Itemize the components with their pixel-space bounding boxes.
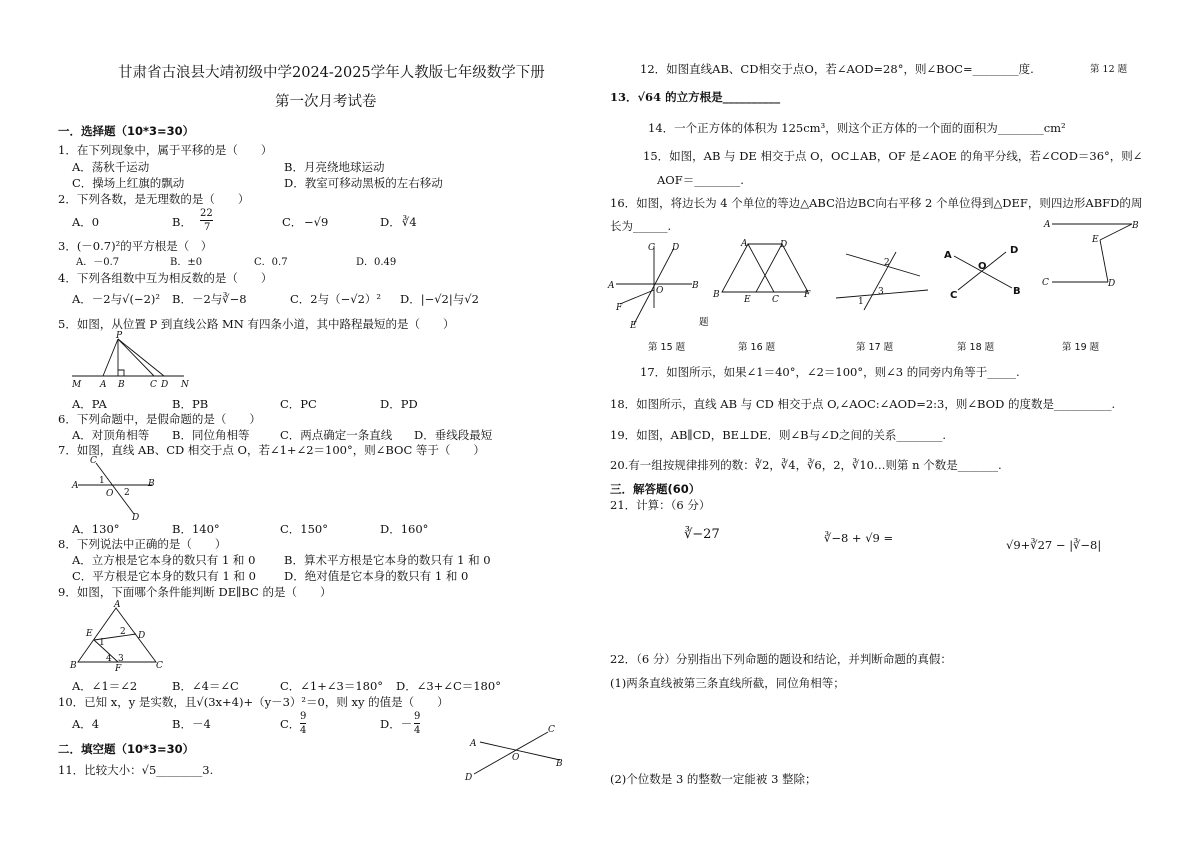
q10-option-d-label: D．－ — [380, 717, 413, 731]
q10-option-c-label: C． — [280, 717, 301, 731]
q8-option-c: C．平方根是它本身的数只有 1 和 0 — [72, 569, 256, 583]
q9-option-d: D．∠3+∠C＝180° — [396, 679, 501, 693]
svg-text:A: A — [100, 380, 107, 390]
svg-text:1: 1 — [99, 638, 105, 648]
q15-text-line2: AOF＝________. — [657, 173, 744, 187]
q9-triangle-figure — [68, 600, 168, 672]
q22-item-2: (2)个位数是 3 的整数一定能被 3 整除； — [610, 772, 817, 786]
svg-text:D: D — [138, 631, 146, 641]
svg-text:C: C — [156, 661, 163, 671]
svg-text:D: D — [1108, 279, 1116, 289]
q12-lines-figure — [462, 722, 572, 784]
fig15-caption-extra: 题 — [699, 317, 709, 328]
svg-text:B: B — [1132, 221, 1139, 231]
svg-text:C: C — [548, 725, 555, 735]
q1-option-c: C．操场上红旗的飘动 — [72, 176, 185, 190]
fig17-caption: 第 17 题 — [856, 342, 894, 353]
q5-option-c: C．PC — [280, 397, 317, 411]
svg-text:B: B — [692, 281, 699, 291]
svg-text:F: F — [115, 664, 122, 674]
q8-option-a: A．立方根是它本身的数只有 1 和 0 — [72, 553, 256, 567]
q9-stem: 9．如图，下面哪个条件能判断 DE∥BC 的是（ ） — [58, 585, 332, 599]
svg-text:B: B — [70, 661, 77, 671]
q1-option-a: A．荡秋千运动 — [72, 160, 150, 174]
svg-text:1: 1 — [99, 476, 105, 486]
q4-option-a: A．－2与√(−2)² — [72, 292, 160, 306]
q2-option-b-numerator: 22 — [200, 208, 213, 219]
fig15-caption: 第 15 题 — [648, 342, 686, 353]
svg-text:D: D — [465, 773, 473, 783]
section3-heading: 三．解答题(60） — [610, 482, 701, 496]
q21-expression-2: ∛−8 + √9 = — [824, 531, 894, 545]
svg-text:E: E — [630, 321, 637, 331]
q8-stem: 8．下列说法中正确的是（ ） — [58, 537, 227, 551]
q17-text: 17．如图所示，如果∠1＝40°，∠2＝100°，则∠3 的同旁内角等于_____. — [640, 365, 1020, 379]
q21-expression-1: ∛−27 — [684, 527, 720, 542]
q1-stem: 1．在下列现象中，属于平移的是（ ） — [58, 143, 273, 157]
exam-title: 甘肃省古浪县大靖初级中学2024-2025学年人教版七年级数学下册 — [118, 65, 545, 81]
q3-stem: 3．(－0.7)²的平方根是（ ） — [58, 239, 213, 253]
svg-text:O: O — [978, 261, 987, 272]
q20-text: 20.有一组按规律排列的数：∛2，∛4，∛6，2，∛10…则第 n 个数是_______. — [610, 458, 1002, 472]
svg-text:D: D — [132, 513, 140, 523]
svg-text:O: O — [656, 286, 664, 296]
q7-option-a: A．130° — [72, 522, 120, 536]
svg-text:E: E — [744, 295, 751, 305]
fig18-caption: 第 18 题 — [957, 342, 995, 353]
q10-option-a: A．4 — [72, 717, 100, 731]
q3-option-b: B．±0 — [170, 257, 203, 268]
q6-option-c: C．两点确定一条直线 — [280, 428, 393, 442]
q7-lines-figure — [68, 456, 164, 522]
svg-text:1: 1 — [858, 297, 864, 307]
q16-text-line1: 16．如图，将边长为 4 个单位的等边△ABC沿边BC向右平移 2 个单位得到△DEF，则四边形ABFD的周 — [610, 196, 1143, 210]
q4-stem: 4．下列各组数中互为相反数的是（ ） — [58, 271, 273, 285]
q6-stem: 6．下列命题中，是假命题的是（ ） — [58, 412, 261, 426]
svg-text:D: D — [161, 380, 169, 390]
q10-option-d-numerator: 9 — [414, 711, 421, 722]
svg-text:A: A — [114, 600, 121, 610]
q2-option-c-label: C． — [282, 215, 303, 229]
q5-option-b: B．PB — [172, 397, 209, 411]
q6-option-d: D．垂线段最短 — [414, 428, 493, 442]
q4-option-d: D．|−√2|与√2 — [400, 292, 479, 306]
fig16-translation-figure — [710, 236, 820, 304]
svg-text:O: O — [512, 753, 520, 763]
svg-text:4: 4 — [106, 654, 112, 664]
fig18-intersect-figure — [940, 242, 1022, 304]
q10-option-c-denominator: 4 — [300, 725, 307, 736]
q2-option-d-value: ∛4 — [402, 215, 417, 229]
fig17-transversal-figure — [832, 246, 932, 312]
svg-text:N: N — [181, 380, 189, 390]
q5-option-a: A．PA — [72, 397, 107, 411]
svg-text:C: C — [90, 456, 97, 466]
svg-text:2: 2 — [884, 258, 890, 268]
svg-text:C: C — [150, 380, 157, 390]
svg-text:D: D — [1010, 245, 1019, 256]
q21-text: 21．计算：（6 分） — [610, 498, 711, 512]
fig15-angle-figure — [606, 238, 706, 330]
svg-text:C: C — [1042, 278, 1049, 288]
q12-text: 12．如图直线AB、CD相交于点O，若∠AOD=28°，则∠BOC=________度. — [640, 62, 1034, 76]
q19-text: 19．如图，AB∥CD，BE⊥DE．则∠B与∠D之间的关系________. — [610, 428, 947, 442]
q2-option-a: A．0 — [72, 215, 100, 229]
q10-option-d-denominator: 4 — [414, 725, 421, 736]
exam-subtitle: 第一次月考试卷 — [275, 94, 377, 110]
q5-option-d: D．PD — [380, 397, 418, 411]
svg-text:3: 3 — [878, 287, 884, 297]
q18-text: 18．如图所示，直线 AB 与 CD 相交于点 O,∠AOC:∠AOD=2:3，则∠BOD 的度数是__________. — [610, 397, 1116, 411]
q2-option-d-label: D． — [380, 215, 401, 229]
q13-text: 13．√64 的立方根是__________ — [610, 90, 781, 104]
q1-option-b: B．月亮绕地球运动 — [284, 160, 385, 174]
svg-text:2: 2 — [120, 627, 126, 637]
q12-figure-caption: 第 12 题 — [1090, 64, 1128, 75]
section1-heading: 一．选择题（10*3=30） — [58, 124, 195, 138]
q9-option-b: B．∠4＝∠C — [172, 679, 239, 693]
svg-text:B: B — [556, 759, 563, 769]
svg-text:B: B — [1013, 286, 1021, 297]
svg-text:P: P — [116, 331, 123, 341]
q5-stem: 5．如图，从位置 P 到直线公路 MN 有四条小道，其中路程最短的是（ ） — [58, 317, 455, 331]
q7-option-c: C．150° — [280, 522, 328, 536]
q2-option-c-value: −√9 — [304, 215, 329, 229]
svg-text:B: B — [713, 290, 720, 300]
q7-option-d: D．160° — [380, 522, 429, 536]
q11-text: 11．比较大小：√5________3. — [58, 763, 214, 777]
q4-option-c: C．2与（−√2）² — [290, 292, 382, 306]
svg-text:A: A — [470, 739, 477, 749]
q3-option-d: D．0.49 — [356, 257, 397, 268]
svg-text:O: O — [106, 489, 114, 499]
svg-text:B: B — [148, 479, 155, 489]
svg-text:A: A — [741, 239, 748, 249]
svg-text:M: M — [72, 380, 82, 390]
svg-text:A: A — [1044, 220, 1051, 230]
q2-option-b-denominator: 7 — [204, 222, 211, 233]
q3-option-a: A．－0.7 — [76, 257, 120, 268]
q9-option-c: C．∠1+∠3＝180° — [280, 679, 384, 693]
q9-option-a: A．∠1＝∠2 — [72, 679, 138, 693]
q8-option-d: D．绝对值是它本身的数只有 1 和 0 — [284, 569, 469, 583]
q7-option-b: B．140° — [172, 522, 220, 536]
svg-text:C: C — [648, 243, 655, 253]
q8-option-b: B．算术平方根是它本身的数只有 1 和 0 — [284, 553, 491, 567]
svg-text:C: C — [950, 290, 958, 301]
q22-text: 22．（6 分）分别指出下列命题的题设和结论，并判断命题的真假： — [610, 652, 952, 666]
fig19-parallel-figure — [1040, 216, 1146, 292]
q16-text-line2: 长为______. — [610, 219, 672, 233]
svg-text:A: A — [72, 481, 79, 491]
svg-text:3: 3 — [118, 654, 124, 664]
q6-option-b: B．同位角相等 — [172, 428, 250, 442]
q15-text-line1: 15．如图，AB 与 DE 相交于点 O，OC⊥AB，OF 是∠AOE 的角平分线，若∠COD＝36°，则∠ — [643, 149, 1143, 163]
svg-text:D: D — [780, 240, 788, 250]
svg-text:A: A — [608, 281, 615, 291]
q2-stem: 2．下列各数，是无理数的是（ ） — [58, 192, 250, 206]
svg-text:B: B — [118, 380, 125, 390]
fig19-caption: 第 19 题 — [1062, 342, 1100, 353]
section2-heading: 二．填空题（10*3=30） — [58, 742, 195, 756]
q3-option-c: C．0.7 — [254, 257, 288, 268]
q14-text: 14．一个正方体的体积为 125cm³，则这个正方体的一个面的面积为________cm² — [648, 121, 1066, 135]
fig16-caption: 第 16 题 — [738, 342, 776, 353]
q10-option-b: B．－4 — [172, 717, 211, 731]
q22-item-1: (1)两条直线被第三条直线所截，同位角相等； — [610, 676, 845, 690]
svg-text:A: A — [944, 250, 952, 261]
svg-text:C: C — [772, 295, 779, 305]
q2-option-b-label: B． — [172, 215, 192, 229]
q7-stem: 7．如图，直线 AB、CD 相交于点 O，若∠1+∠2＝100°，则∠BOC 等于（ ） — [58, 443, 485, 457]
svg-text:F: F — [616, 303, 623, 313]
q10-stem: 10．已知 x，y 是实数，且√(3x+4)+（y－3）²＝0，则 xy 的值是（ ） — [58, 695, 449, 709]
q21-expression-3: √9+∛27 − |∛−8| — [1006, 538, 1102, 552]
q10-option-c-numerator: 9 — [300, 711, 307, 722]
svg-text:2: 2 — [124, 488, 130, 498]
q6-option-a: A．对顶角相等 — [72, 428, 150, 442]
q1-option-d: D．教室可移动黑板的左右移动 — [284, 176, 443, 190]
svg-text:F: F — [804, 290, 811, 300]
svg-text:D: D — [672, 243, 680, 253]
q4-option-b: B．－2与∛−8 — [172, 292, 247, 306]
svg-text:E: E — [1092, 235, 1099, 245]
svg-text:E: E — [86, 629, 93, 639]
q5-road-figure — [66, 333, 206, 391]
